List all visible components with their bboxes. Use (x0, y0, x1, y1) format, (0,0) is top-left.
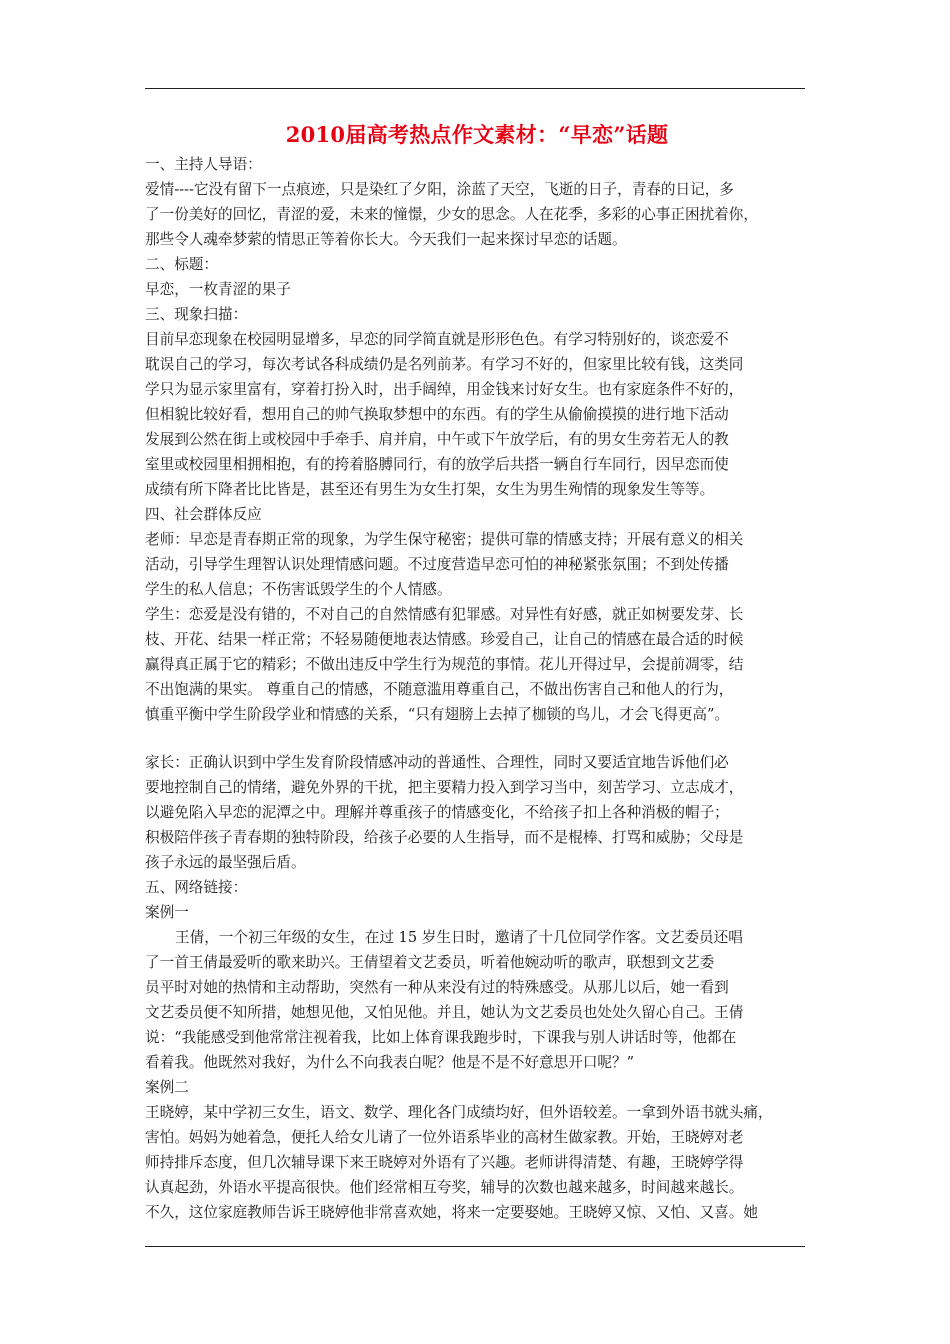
text-line: 发展到公然在街上或校园中手牵手、肩并肩，中午或下午放学后，有的男女生旁若无人的教 (145, 431, 729, 448)
paragraph (145, 750, 809, 875)
paragraph (145, 1100, 809, 1225)
text-line: 王晓婷，某中学初三女生，语文、数学、理化各门成绩均好，但外语较差。一拿到外语书就头痛， (145, 1104, 773, 1121)
text-line: 不出饱满的果实。 尊重自己的情感，不随意滥用尊重自己，不做出伤害自己和他人的行为， (145, 681, 734, 698)
text-line: 爱情----它没有留下一点痕迹，只是染红了夕阳，涂蓝了天空，飞逝的日子，青春的日记，多 (145, 181, 734, 198)
text-line: 慎重平衡中学生阶段学业和情感的关系，“只有翅膀上去掉了枷锁的鸟儿，才会飞得更高”。 (145, 706, 730, 723)
text-line: 案例一 (145, 904, 189, 921)
text-line: 要地控制自己的情绪，避免外界的干扰，把主要精力投入到学习当中，刻苦学习、立志成才， (145, 779, 744, 796)
paragraph (145, 327, 809, 502)
text-line: 赢得真正属于它的精彩；不做出违反中学生行为规范的事情。花儿开得过早，会提前凋零，结 (145, 656, 744, 673)
text-line: 学生：恋爱是没有错的，不对自己的自然情感有犯罪感。对异性有好感，就正如树要发芽、长 (145, 606, 744, 623)
paragraph (145, 527, 809, 602)
text-line: 看着我。他既然对我好，为什么不向我表白呢？他是不是不好意思开口呢？” (145, 1054, 635, 1071)
text-line: 王倩，一个初三年级的女生，在过 15 岁生日时，邀请了十几位同学作客。文艺委员还唱 (175, 929, 743, 946)
text-line: 认真起劲，外语水平提高很快。他们经常相互夸奖，辅导的次数也越来越多，时间越来越长。 (145, 1179, 744, 1196)
text-line: 师持排斥态度，但几次辅导课下来王晓婷对外语有了兴趣。老师讲得清楚、有趣，王晓婷学得 (145, 1154, 744, 1171)
footer-rule (145, 1246, 805, 1247)
document-title: 2010届高考热点作文素材：“早恋”话题 (285, 122, 669, 147)
text-line: 员平时对她的热情和主动帮助，突然有一种从来没有过的特殊感受。从那儿以后，她一看到 (145, 979, 729, 996)
text-line: 了一份美好的回忆，青涩的爱，未来的憧憬，少女的思念。人在花季，多彩的心事正困扰着你， (145, 206, 758, 223)
paragraph-gap (145, 727, 809, 750)
text-line: 说：“我能感受到他常常注视着我，比如上体育课我跑步时，下课我与别人讲话时等，他都在 (145, 1029, 737, 1046)
text-line: 室里或校园里相拥相抱，有的挎着胳膊同行，有的放学后共搭一辆自行车同行，因早恋而使 (145, 456, 729, 473)
paragraph (145, 177, 809, 252)
text-line: 老师：早恋是青春期正常的现象，为学生保守秘密；提供可靠的情感支持；开展有意义的相关 (145, 531, 744, 548)
paragraph (145, 502, 809, 527)
paragraph (145, 277, 809, 302)
paragraph (145, 252, 809, 277)
text-line: 害怕。妈妈为她着急，便托人给女儿请了一位外语系毕业的高材生做家教。开始，王晓婷对老 (145, 1129, 744, 1146)
text-line: 了一首王倩最爱听的歌来助兴。王倩望着文艺委员，听着他婉动听的歌声，联想到文艺委 (145, 954, 715, 971)
text-line: 学只为显示家里富有，穿着打扮入时，出手阔绰，用金钱来讨好女生。也有家庭条件不好的， (145, 381, 744, 398)
paragraph (145, 900, 809, 925)
text-line: 那些令人魂牵梦萦的情思正等着你长大。今天我们一起来探讨早恋的话题。 (145, 231, 627, 248)
text-line: 但相貌比较好看，想用自己的帅气换取梦想中的东西。有的学生从偷偷摸摸的进行地下活动 (145, 406, 729, 423)
text-line: 二、标题： (145, 256, 218, 273)
text-line: 成绩有所下降者比比皆是，甚至还有男生为女生打架，女生为男生殉情的现象发生等等。 (145, 481, 715, 498)
document-body (145, 152, 809, 1225)
text-line: 三、现象扫描： (145, 306, 248, 323)
text-line: 学生的私人信息；不伤害诋毁学生的个人情感。 (145, 581, 452, 598)
document-page (145, 120, 809, 1225)
text-line: 以避免陷入早恋的泥潭之中。理解并尊重孩子的情感变化，不给孩子扣上各种消极的帽子； (145, 804, 729, 821)
text-line: 目前早恋现象在校园明显增多，早恋的同学简直就是形形色色。有学习特别好的，谈恋爱不 (145, 331, 729, 348)
text-line: 孩子永远的最坚强后盾。 (145, 854, 306, 871)
text-line: 活动，引导学生理智认识处理情感问题。不过度营造早恋可怕的神秘紧张氛围；不到处传播 (145, 556, 729, 573)
paragraph (145, 152, 809, 177)
text-line: 不久，这位家庭教师告诉王晓婷他非常喜欢她，将来一定要娶她。王晓婷又惊、又怕、又喜。她 (145, 1204, 758, 1221)
text-line: 案例二 (145, 1079, 189, 1096)
text-line: 枝、开花、结果一样正常；不轻易随便地表达情感。珍爱自己，让自己的情感在最合适的时候 (145, 631, 744, 648)
header-rule (145, 88, 805, 89)
text-line: 五、网络链接： (145, 879, 248, 896)
paragraph (145, 1075, 809, 1100)
paragraph (145, 925, 809, 1075)
text-line: 耽误自己的学习，每次考试各科成绩仍是名列前茅。有学习不好的，但家里比较有钱，这类同 (145, 356, 744, 373)
text-line: 家长：正确认识到中学生发育阶段情感冲动的普通性、合理性，同时又要适宜地告诉他们必 (145, 754, 729, 771)
text-line: 一、主持人导语： (145, 156, 262, 173)
paragraph (145, 302, 809, 327)
paragraph (145, 602, 809, 727)
text-line: 文艺委员便不知所措，她想见他，又怕见他。并且，她认为文艺委员也处处久留心自己。王倩 (145, 1004, 744, 1021)
text-line: 积极陪伴孩子青春期的独特阶段，给孩子必要的人生指导，而不是棍棒、打骂和威胁；父母是 (145, 829, 744, 846)
text-line: 早恋，一枚青涩的果子 (145, 281, 291, 298)
paragraph (145, 875, 809, 900)
text-line: 四、社会群体反应 (145, 506, 262, 523)
